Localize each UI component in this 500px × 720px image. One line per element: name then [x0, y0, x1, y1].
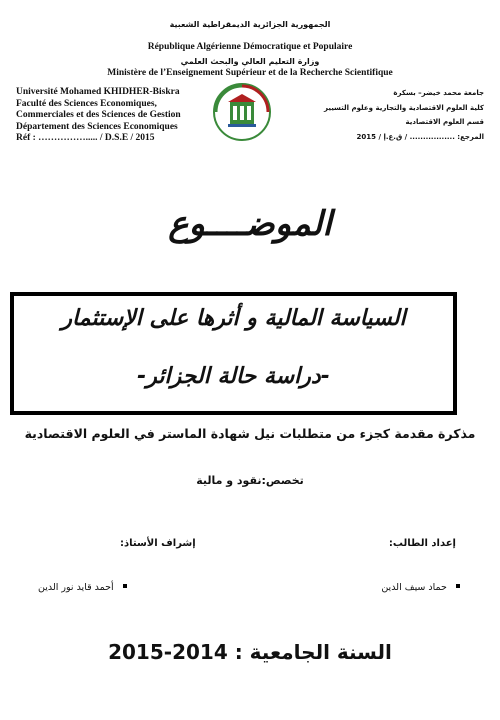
supervisor-entry: [38, 575, 127, 594]
republic-french: République Algérienne Démocratique et Populaire: [147, 42, 353, 52]
thesis-title: السياسة المالية و أثرها على الإستثمار: [61, 306, 406, 331]
university-name-arabic: جامعة محمد خيضر– بسكرة: [393, 89, 484, 97]
bullet-icon: [123, 584, 127, 588]
specialty-line: تخصص:نقود و مالية: [196, 474, 304, 487]
faculty-line1-french: Faculté des Sciences Economiques,: [16, 98, 157, 109]
academic-year: السنة الجامعية : 2014-2015: [108, 640, 392, 664]
institution-block-french: [16, 87, 221, 145]
ministry-arabic: وزارة التعليم العالي والبحث العلمي: [180, 57, 320, 66]
faculty-line2-french: Commerciales et des Sciences de Gestion: [16, 110, 181, 121]
thesis-subtitle: -دراسة حالة الجزائر-: [137, 364, 330, 389]
bullet-icon: [456, 584, 460, 588]
memo-description: مذكرة مقدمة كجزء من متطلبات نيل شهادة الماستر في العلوم الاقتصادية: [24, 426, 476, 441]
supervisor-name: أحمد قايد نور الدين: [38, 582, 114, 593]
student-entry: [381, 575, 460, 594]
ministry-french: Ministère de l’Enseignement Supérieur et de la Recherche Scientifique: [107, 68, 393, 78]
department-arabic: قسم العلوم الاقتصادية: [405, 118, 484, 126]
reference-french: Réf : ……………..... / D.S.E / 2015: [16, 133, 155, 144]
university-name-french: Université Mohamed KHIDHER-Biskra: [16, 87, 180, 97]
republic-arabic: الجمهورية الجزائرية الديمقراطية الشعبية: [169, 20, 331, 29]
department-french: Département des Sciences Economiques: [16, 121, 178, 132]
university-emblem-icon: [212, 82, 272, 142]
reference-arabic: المرجع: ................. / ق.ع.إ / 2015: [356, 132, 484, 141]
faculty-arabic: كلية العلوم الاقتصادية والتجارية وعلوم التسيير: [323, 103, 484, 112]
student-label: إعداد الطالب:: [388, 538, 456, 549]
supervisor-label: إشراف الأستاذ:: [120, 538, 196, 549]
subject-heading: الموضــــوع: [168, 204, 332, 244]
student-name: حماد سيف الدين: [381, 582, 447, 593]
institution-block-arabic: [314, 86, 484, 144]
